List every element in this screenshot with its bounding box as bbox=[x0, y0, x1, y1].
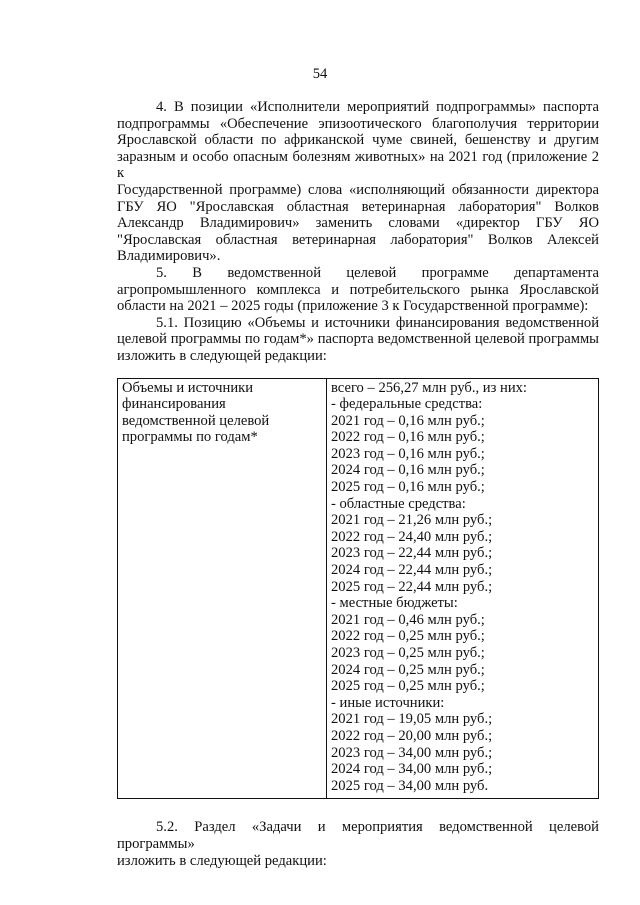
table-cell-line: - областные средства: bbox=[331, 495, 466, 512]
financing-table bbox=[117, 378, 599, 800]
text-line: 4. В позиции «Исполнители мероприятий подпрограммы» паспорта bbox=[156, 99, 599, 115]
table-cell-line: финансирования bbox=[122, 396, 226, 413]
financing-values-cell bbox=[327, 378, 599, 799]
text-line: подпрограммы «Обеспечение эпизоотического благополучия территории bbox=[117, 115, 599, 132]
text-line: "Ярославская областная ветеринарная лаборатория" Волков Алексей bbox=[117, 231, 599, 248]
text-line: области на 2021 – 2025 годы (приложение 3 к Государственной программе): bbox=[117, 298, 589, 315]
text-line: 5. В ведомственной целевой программе департамента bbox=[156, 264, 599, 281]
table-cell-line: 2024 год – 22,44 млн руб.; bbox=[331, 562, 493, 579]
table-cell-line: 2025 год – 34,00 млн руб. bbox=[331, 777, 489, 794]
paragraph-5-1 bbox=[117, 315, 599, 365]
table-cell-line: 2022 год – 0,25 млн руб.; bbox=[331, 628, 485, 645]
table-cell-line: 2023 год – 0,25 млн руб.; bbox=[331, 645, 485, 661]
table-cell-line: 2024 год – 0,16 млн руб.; bbox=[331, 462, 485, 479]
text-line: Александр Владимирович» заменить словами «директор ГБУ ЯО bbox=[117, 215, 599, 232]
paragraph-5 bbox=[117, 265, 599, 315]
table-cell-line: 2025 год – 22,44 млн руб.; bbox=[331, 578, 493, 595]
document-body bbox=[117, 99, 599, 869]
table-cell-line: 2022 год – 0,16 млн руб.; bbox=[331, 429, 485, 446]
table-cell-line: 2021 год – 0,16 млн руб.; bbox=[331, 412, 485, 429]
financing-table-wrap bbox=[117, 378, 599, 800]
page-number: 54 bbox=[312, 66, 328, 82]
table-cell-line: 2022 год – 24,40 млн руб.; bbox=[331, 528, 493, 545]
text-line: Ярославской области по африканской чуме свиней, бешенству и другим bbox=[117, 132, 599, 149]
table-cell-line: 2021 год – 21,26 млн руб.; bbox=[331, 512, 493, 529]
paragraph-4 bbox=[117, 99, 599, 265]
text-line: Государственной программе) слова «исполняющий обязанности директора bbox=[117, 181, 599, 198]
table-cell-line: всего – 256,27 млн руб., из них: bbox=[331, 379, 527, 396]
table-cell-line: 2023 год – 0,16 млн руб.; bbox=[331, 445, 485, 462]
table-cell-line: 2023 год – 34,00 млн руб.; bbox=[331, 744, 493, 761]
paragraph-5-2 bbox=[117, 819, 599, 869]
table-cell-line: 2024 год – 34,00 млн руб.; bbox=[331, 761, 493, 778]
table-cell-line: - федеральные средства: bbox=[331, 396, 483, 413]
table-row bbox=[118, 378, 599, 799]
table-cell-line: 2022 год – 20,00 млн руб.; bbox=[331, 727, 493, 744]
table-cell-line: 2024 год – 0,25 млн руб.; bbox=[331, 661, 485, 678]
text-line: ГБУ ЯО "Ярославская областная ветеринарная лаборатория" Волков bbox=[117, 198, 599, 215]
table-cell-line: 2021 год – 0,46 млн руб.; bbox=[331, 611, 485, 628]
text-line: 5.1. Позицию «Объемы и источники финансирования ведомственной bbox=[156, 314, 599, 331]
table-cell-line: - иные источники: bbox=[331, 694, 445, 711]
text-line: Владимирович». bbox=[117, 248, 221, 265]
table-cell-line: 2025 год – 0,16 млн руб.; bbox=[331, 479, 485, 496]
text-line: 5.2. Раздел «Задачи и мероприятия ведомственной целевой программы» bbox=[117, 819, 599, 852]
financing-label-cell bbox=[118, 378, 327, 799]
text-line: заразным и особо опасным болезням животных» на 2021 год (приложение 2 к bbox=[117, 148, 599, 182]
table-cell-line: 2025 год – 0,25 млн руб.; bbox=[331, 678, 485, 695]
table-cell-line: Объемы и источники bbox=[122, 379, 254, 396]
table-cell-line: 2023 год – 22,44 млн руб.; bbox=[331, 545, 493, 562]
text-line: изложить в следующей редакции: bbox=[117, 347, 327, 364]
table-cell-line: - местные бюджеты: bbox=[331, 595, 458, 612]
text-line: изложить в следующей редакции: bbox=[117, 852, 327, 869]
text-line: целевой программы по годам*» паспорта ведомственной целевой программы bbox=[117, 331, 599, 348]
table-cell-line: 2021 год – 19,05 млн руб.; bbox=[331, 711, 493, 728]
table-cell-line: программы по годам* bbox=[122, 429, 258, 446]
text-line: агропромышленного комплекса и потребительского рынка Ярославской bbox=[117, 281, 599, 298]
table-cell-line: ведомственной целевой bbox=[122, 412, 270, 429]
